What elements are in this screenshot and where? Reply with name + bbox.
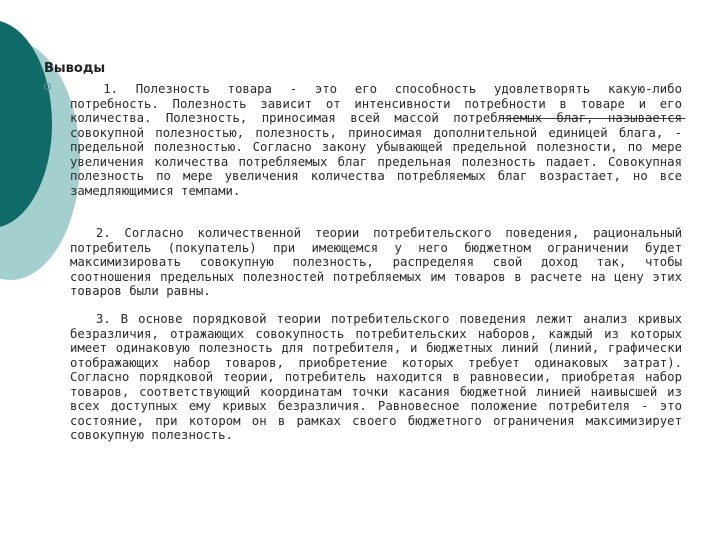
bullet-circle-icon: [44, 83, 51, 90]
paragraph-2: 2. Согласно количественной теории потребительского поведения, рациональный потребитель (покупатель) при имеющемся у него бюджетном ограничении будет максимизировать совокупную полезность, распределяя свой доход так, чтобы соотношения предельных полезностей потребляемых им товаров в расчете на цену этих товаров были равны.: [70, 226, 682, 298]
paragraph-3: 3. В основе порядковой теории потребительского поведения лежит анализ кривых безразличия, отражающих совокупность потребительских наборов, каждый из которых имеет одинаковую полезность для потребителя, и бюджетных линий (линий, графически отображающих набор товаров, приобретение которых требует одинаковых затрат). Согласно порядковой теории, потребитель находится в равновесии, приобретая набор товаров, соответствующий координатам точки касания бюджетной линией наивысшей из всех доступных ему кривых безразличия. Равновесное положение потребителя - это состояние, при котором он в рамках своего бюджетного ограничения максимизирует совокупную полезность.: [70, 312, 682, 442]
paragraph-1: 1. Полезность товара - это его способность удовлетворять какую-либо потребность. Полезность зависит от интенсивности потребности в товаре и его количества. Полезность, приносимая всей массой потребляемых благ, называется совокупной полезностью, полезность, приносимая дополнительной единицей блага, - предельной полезностью. Согласно закону убывающей предельной полезности, по мере увеличения количества потребляемых благ предельная полезность падает. Совокупная полезность по мере увеличения количества потребляемых благ возрастает, но все замедляющимися темпами.: [70, 82, 682, 198]
slide-title: Выводы: [44, 61, 106, 76]
